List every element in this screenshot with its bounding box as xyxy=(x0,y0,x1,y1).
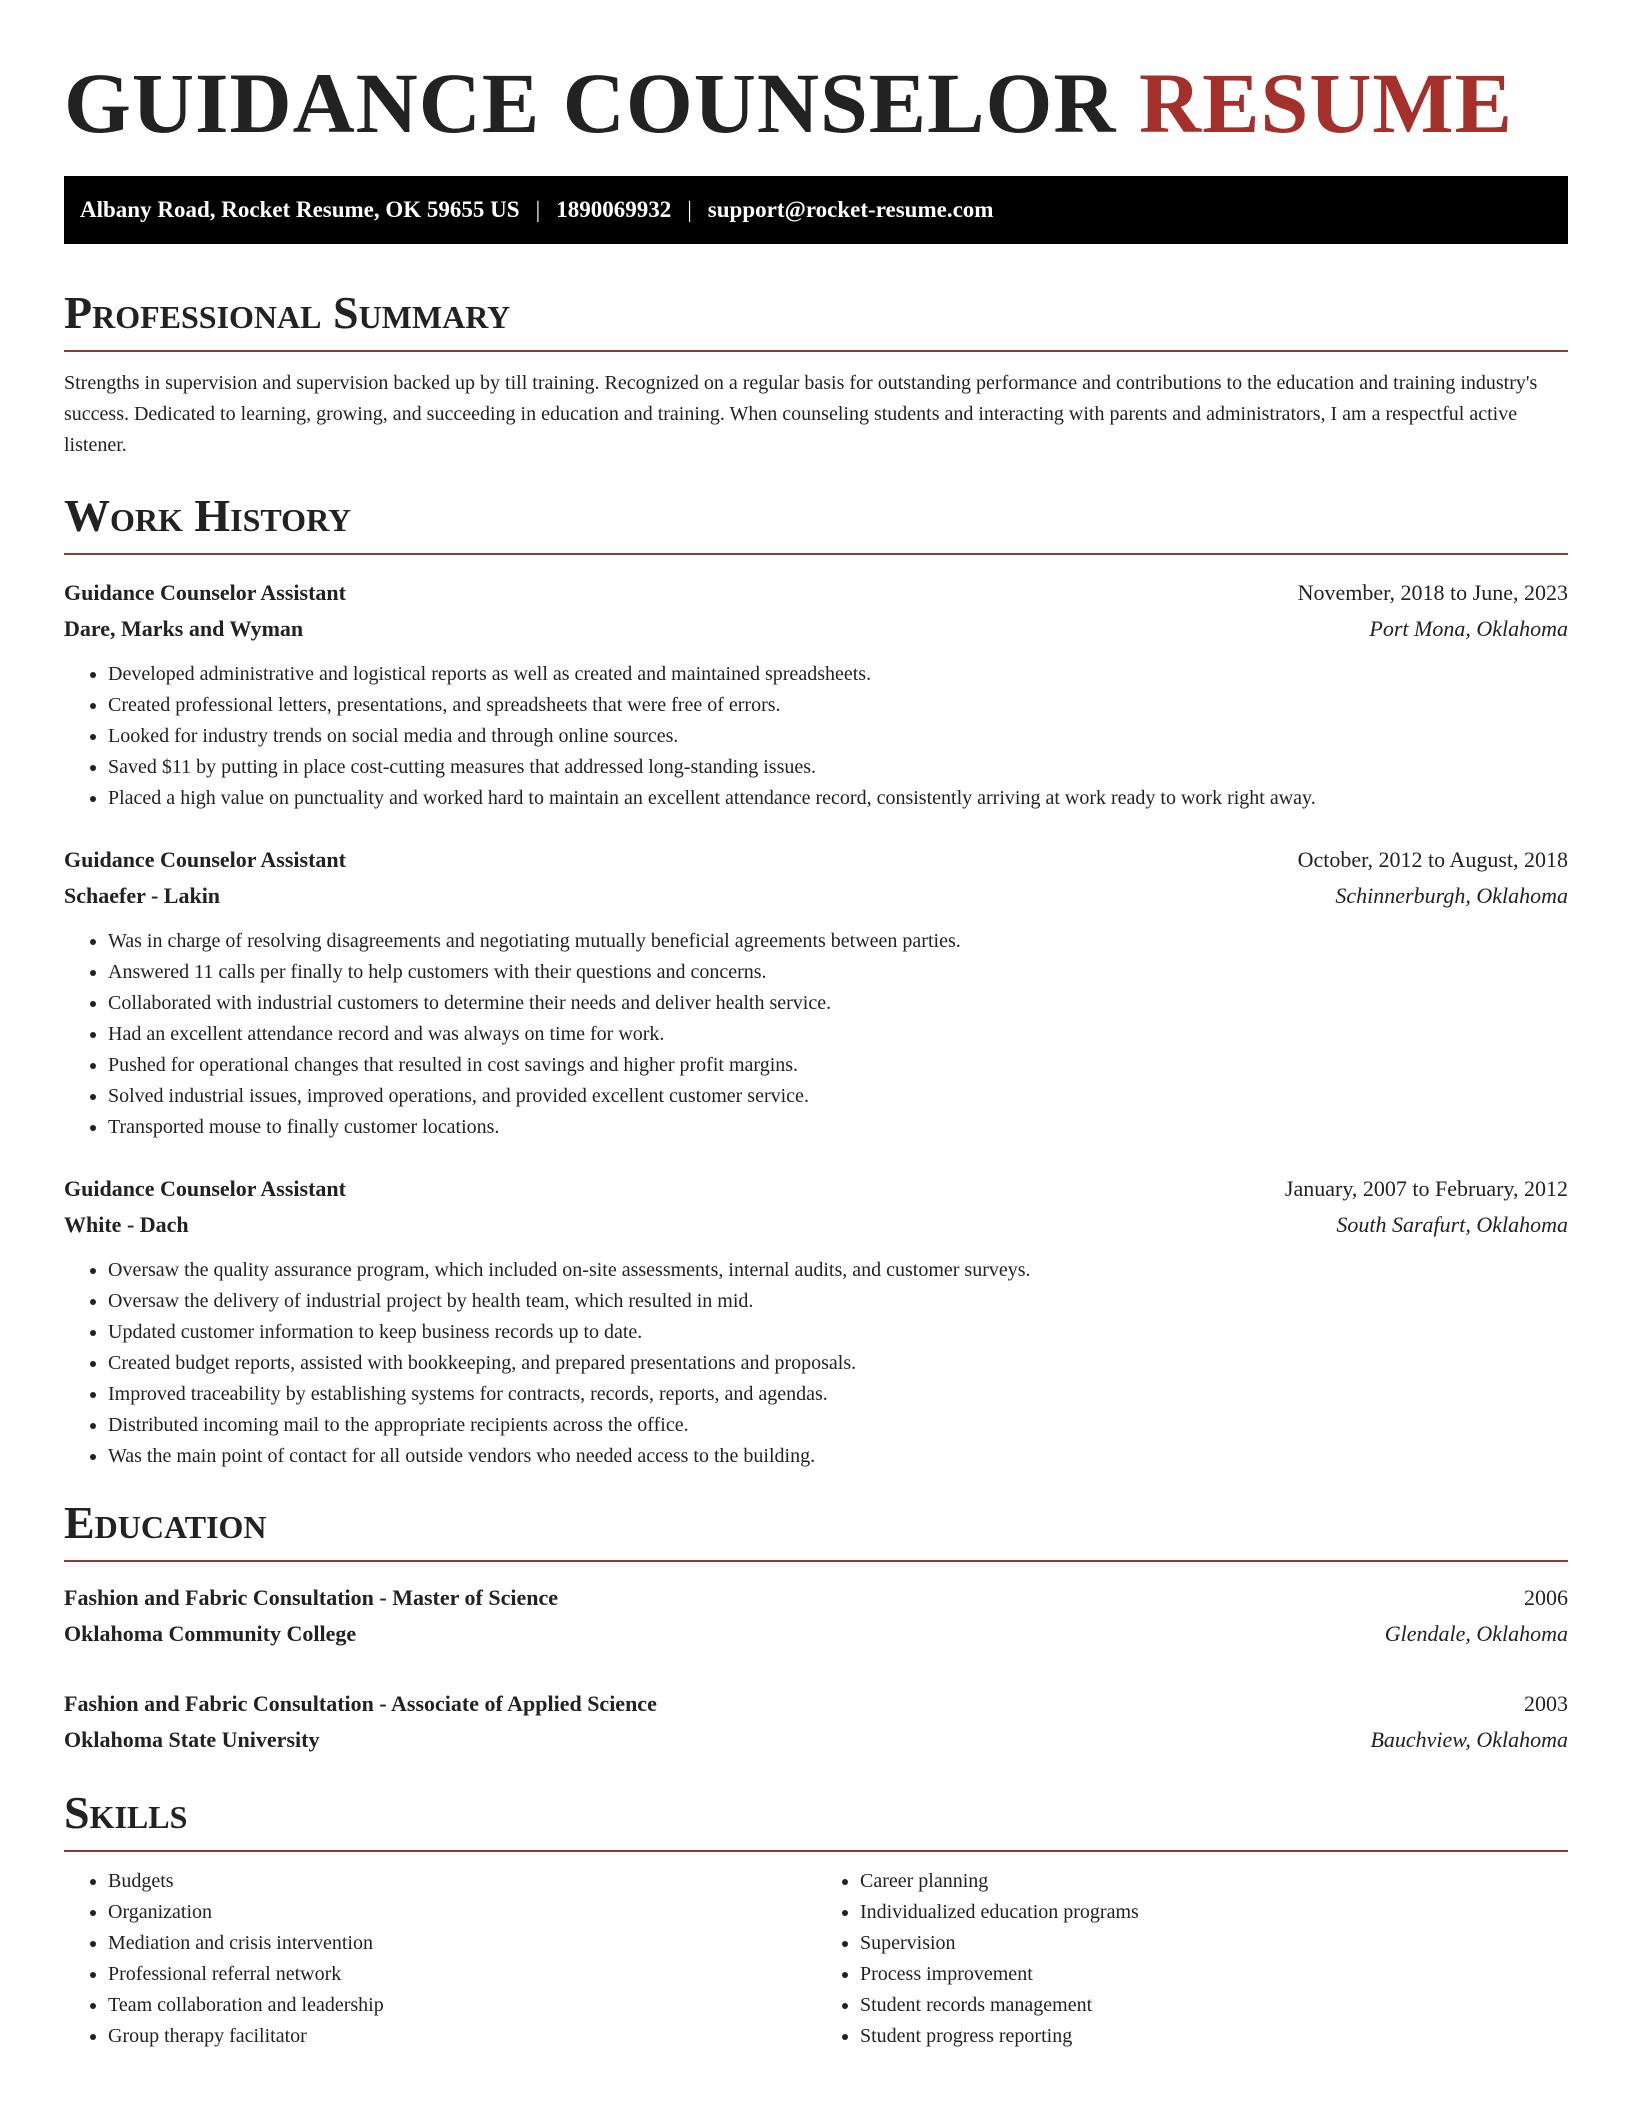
job-company-row xyxy=(64,878,1568,914)
education-year: 2006 xyxy=(1524,1585,1568,1610)
education-entry xyxy=(64,1580,1568,1652)
job-location: Schinnerburgh, Oklahoma xyxy=(1335,883,1568,908)
job-company: White - Dach xyxy=(64,1212,189,1237)
job-dates: October, 2012 to August, 2018 xyxy=(1297,847,1568,872)
education-school-row xyxy=(64,1722,1568,1758)
education-entry xyxy=(64,1686,1568,1758)
job-company: Dare, Marks and Wyman xyxy=(64,616,304,641)
job-header-row xyxy=(64,1171,1568,1207)
summary-text: Strengths in supervision and supervision backed up by till training. Recognized on a regular basis for outstanding performance and contributions to the education and training industry's success. Dedicated to learning, growing, and succeeding in education and training. When counseling students and interacting with parents and administrators, I am a respectful active listener. xyxy=(64,372,1538,456)
job-bullet: • Collaborated with industrial customers to determine their needs and deliver health service. xyxy=(108,988,1568,1019)
education-location: Bauchview, Oklahoma xyxy=(1370,1727,1568,1752)
job-bullet: • Improved traceability by establishing systems for contracts, records, reports, and agendas. xyxy=(108,1379,1568,1410)
job-location: Port Mona, Oklahoma xyxy=(1369,616,1568,641)
summary-heading: Professional Summary xyxy=(64,288,1568,352)
job-entry xyxy=(64,575,1568,814)
contact-email[interactable]: support@rocket-resume.com xyxy=(707,197,994,222)
education-list xyxy=(64,1580,1568,1758)
job-bullet: • Transported mouse to finally customer locations. xyxy=(108,1112,1568,1143)
education-degree: Fashion and Fabric Consultation - Associate of Applied Science xyxy=(64,1691,657,1716)
job-header-row xyxy=(64,842,1568,878)
contact-separator: | xyxy=(687,197,692,222)
job-bullet: • Was the main point of contact for all outside vendors who needed access to the building. xyxy=(108,1441,1568,1472)
title-main: GUIDANCE COUNSELOR xyxy=(64,55,1117,151)
skill-item: • Student progress reporting xyxy=(860,2021,1568,2052)
skill-item: • Mediation and crisis intervention xyxy=(108,1928,816,1959)
job-bullet: • Oversaw the quality assurance program, which included on-site assessments, internal audits, and customer surveys. xyxy=(108,1255,1568,1286)
skill-item: • Supervision xyxy=(860,1928,1568,1959)
job-bullet: • Updated customer information to keep business records up to date. xyxy=(108,1317,1568,1348)
skill-item: • Process improvement xyxy=(860,1959,1568,1990)
education-degree: Fashion and Fabric Consultation - Master of Science xyxy=(64,1585,558,1610)
job-bullet: • Pushed for operational changes that resulted in cost savings and higher profit margins. xyxy=(108,1050,1568,1081)
job-entry xyxy=(64,842,1568,1143)
job-bullet: • Answered 11 calls per finally to help customers with their questions and concerns. xyxy=(108,957,1568,988)
resume-title xyxy=(64,55,1568,151)
job-bullet: • Was in charge of resolving disagreements and negotiating mutually beneficial agreements between parties. xyxy=(108,926,1568,957)
contact-phone: 1890069932 xyxy=(556,197,672,222)
education-degree-row xyxy=(64,1580,1568,1616)
skill-item: • Group therapy facilitator xyxy=(108,2021,816,2052)
title-accent: RESUME xyxy=(1139,55,1513,151)
job-location: South Sarafurt, Oklahoma xyxy=(1336,1212,1568,1237)
job-title: Guidance Counselor Assistant xyxy=(64,1176,346,1201)
skills-columns xyxy=(64,1866,1568,2052)
skill-item: • Budgets xyxy=(108,1866,816,1897)
education-year: 2003 xyxy=(1524,1691,1568,1716)
skills-list-right xyxy=(816,1866,1568,2052)
education-section xyxy=(64,1498,1568,1758)
job-bullet-list xyxy=(64,926,1568,1143)
education-location: Glendale, Oklahoma xyxy=(1384,1621,1568,1646)
education-school: Oklahoma Community College xyxy=(64,1621,357,1646)
job-company-row xyxy=(64,611,1568,647)
education-degree-row xyxy=(64,1686,1568,1722)
job-dates: November, 2018 to June, 2023 xyxy=(1297,580,1568,605)
job-bullet: • Saved $11 by putting in place cost-cutting measures that addressed long-standing issues. xyxy=(108,752,1568,783)
skill-item: • Career planning xyxy=(860,1866,1568,1897)
job-entry xyxy=(64,1171,1568,1472)
summary-section xyxy=(64,288,1568,461)
job-title: Guidance Counselor Assistant xyxy=(64,847,346,872)
job-bullet: • Solved industrial issues, improved operations, and provided excellent customer service. xyxy=(108,1081,1568,1112)
skills-section xyxy=(64,1788,1568,2052)
contact-separator: | xyxy=(535,197,541,222)
contact-address: Albany Road, Rocket Resume, OK 59655 US xyxy=(80,197,520,222)
job-bullet: • Oversaw the delivery of industrial project by health team, which resulted in mid. xyxy=(108,1286,1568,1317)
job-bullet: • Distributed incoming mail to the appropriate recipients across the office. xyxy=(108,1410,1568,1441)
job-bullet: • Placed a high value on punctuality and worked hard to maintain an excellent attendance record, consistently arriving at work ready to work right away. xyxy=(108,783,1568,814)
job-bullet: • Had an excellent attendance record and was always on time for work. xyxy=(108,1019,1568,1050)
skill-item: • Team collaboration and leadership xyxy=(108,1990,816,2021)
contact-bar xyxy=(64,176,1568,244)
job-title: Guidance Counselor Assistant xyxy=(64,580,346,605)
work-history-heading: Work History xyxy=(64,491,1568,555)
job-bullet: • Looked for industry trends on social media and through online sources. xyxy=(108,721,1568,752)
job-bullet: • Developed administrative and logistical reports as well as created and maintained spreadsheets. xyxy=(108,659,1568,690)
job-company: Schaefer - Lakin xyxy=(64,883,221,908)
education-school-row xyxy=(64,1616,1568,1652)
skill-item: • Individualized education programs xyxy=(860,1897,1568,1928)
skill-item: • Student records management xyxy=(860,1990,1568,2021)
job-list xyxy=(64,575,1568,1472)
job-company-row xyxy=(64,1207,1568,1243)
job-bullet: • Created professional letters, presentations, and spreadsheets that were free of errors. xyxy=(108,690,1568,721)
job-bullet-list xyxy=(64,1255,1568,1472)
job-bullet-list xyxy=(64,659,1568,814)
education-school: Oklahoma State University xyxy=(64,1727,320,1752)
skills-list-left xyxy=(64,1866,816,2052)
skills-heading: Skills xyxy=(64,1788,1568,1852)
skill-item: • Professional referral network xyxy=(108,1959,816,1990)
job-header-row xyxy=(64,575,1568,611)
education-heading: Education xyxy=(64,1498,1568,1562)
work-history-section xyxy=(64,491,1568,1472)
job-dates: January, 2007 to February, 2012 xyxy=(1284,1176,1568,1201)
job-bullet: • Created budget reports, assisted with bookkeeping, and prepared presentations and proposals. xyxy=(108,1348,1568,1379)
skill-item: • Organization xyxy=(108,1897,816,1928)
